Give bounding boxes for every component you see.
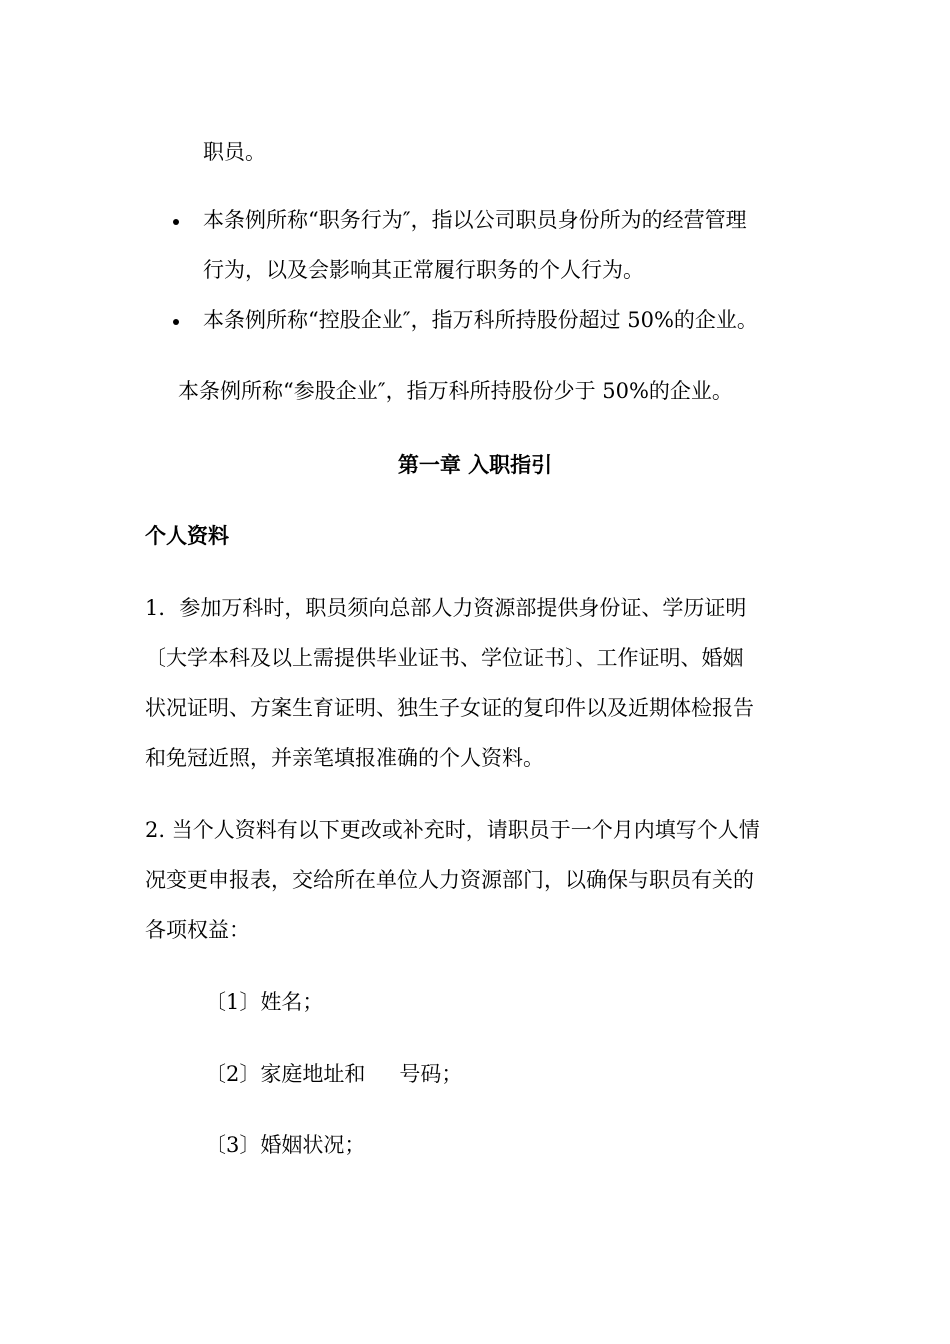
bullet-1-line-1: 本条例所称“职务行为″，指以公司职员身份所为的经营管理	[203, 208, 747, 232]
item-1-line-4: 和免冠近照，并亲笔填报准确的个人资料。	[145, 746, 544, 770]
bullet-2-line-1: 本条例所称“控股企业″，指万科所持股份超过 50%的企业。	[203, 308, 758, 332]
intro-tail-text: 职员。	[203, 140, 266, 164]
item-2-line-3: 各项权益：	[145, 918, 250, 942]
participating-enterprise-definition: 本条例所称“参股企业″，指万科所持股份少于 50%的企业。	[178, 379, 733, 403]
subitem-1: 〔1〕姓名；	[205, 990, 324, 1014]
bullet-marker	[173, 219, 179, 225]
item-1-line-3: 状况证明、方案生育证明、独生子女证的复印件以及近期体检报告	[145, 696, 754, 720]
item-1-line-2: 〔大学本科及以上需提供毕业证书、学位证书〕、工作证明、婚姻	[145, 646, 744, 670]
bullet-1-line-2: 行为，以及会影响其正常履行职务的个人行为。	[203, 258, 644, 282]
section-heading: 个人资料	[145, 524, 229, 548]
item-1-line-1: 1．参加万科时，职员须向总部人力资源部提供身份证、学历证明	[145, 596, 747, 620]
item-2-line-2: 况变更申报表，交给所在单位人力资源部门，以确保与职员有关的	[145, 868, 754, 892]
subitem-2	[205, 1060, 462, 1088]
chapter-title: 第一章 入职指引	[397, 453, 553, 477]
subitem-3: 〔3〕婚姻状况；	[205, 1133, 366, 1157]
item-2-line-1: 2. 当个人资料有以下更改或补充时，请职员于一个月内填写个人情	[145, 818, 760, 842]
subitem-2-part-b: 号码；	[399, 1062, 463, 1086]
subitem-2-part-a: 〔2〕家庭地址和	[205, 1062, 366, 1086]
bullet-marker	[173, 319, 179, 325]
